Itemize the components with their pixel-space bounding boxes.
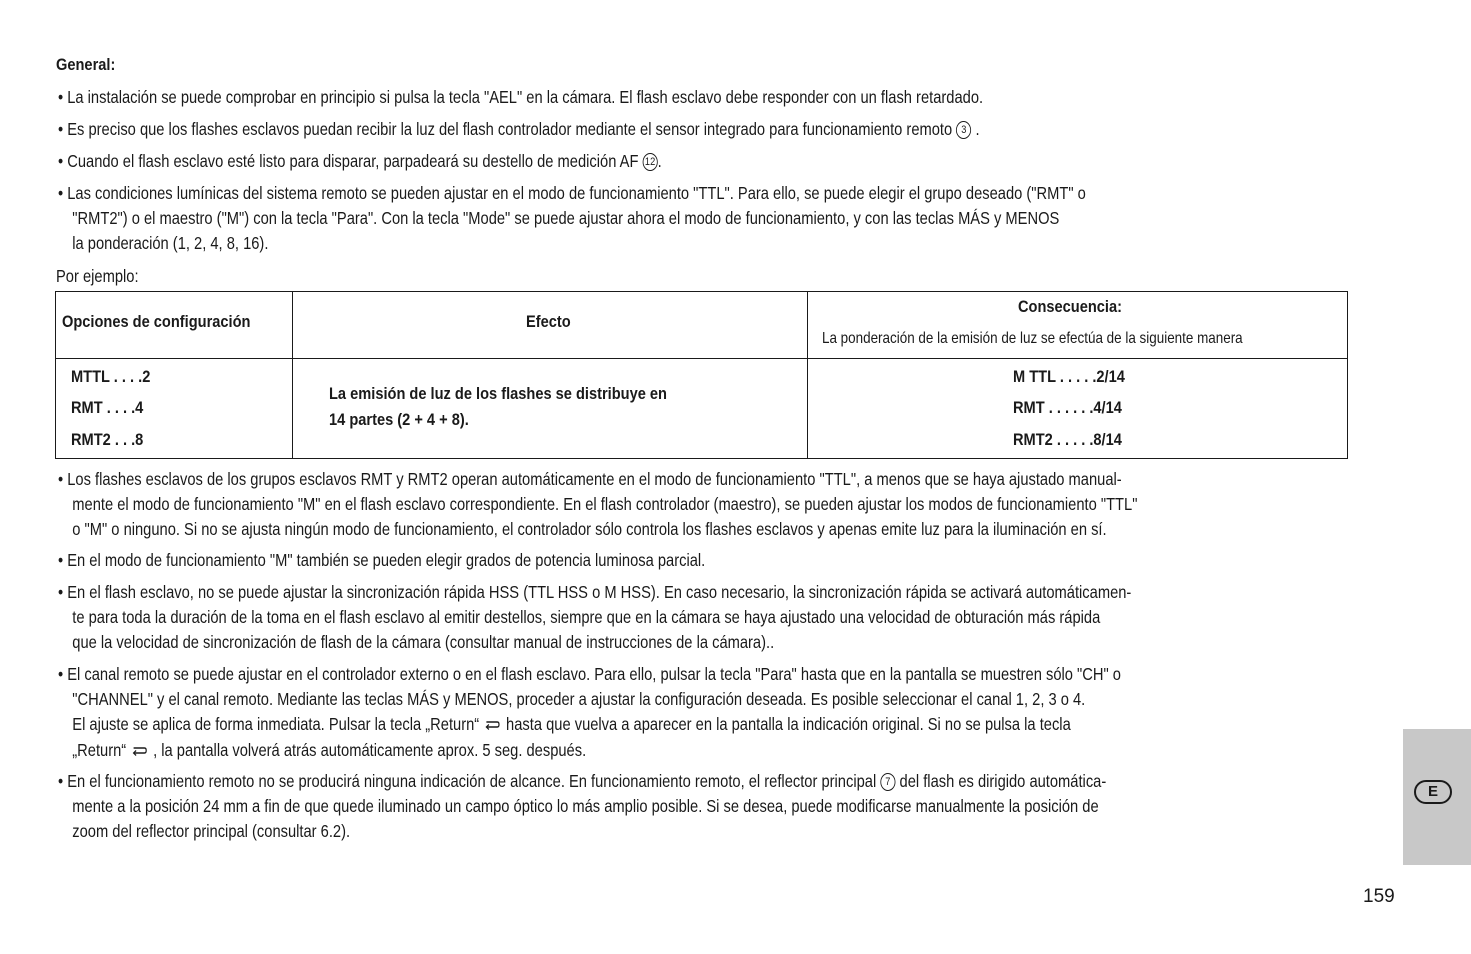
bullet-line: • En el flash esclavo, no se puede ajustar la sincronización rápida HSS (TTL HSS o M HSS). En caso necesario, la sincronización rápida se activará automáticamen- <box>58 582 1132 602</box>
bullet-text: El ajuste se aplica de forma inmediata. Pulsar la tecla „Return“ <box>72 714 480 734</box>
table-consequence-row: RMT . . . . . .4/14 <box>1013 398 1122 417</box>
table-header-consequence: Consecuencia: <box>1018 297 1123 316</box>
return-key-icon <box>484 713 501 738</box>
bullet-line: o "M" o ninguno. Si no se ajusta ningún modo de funcionamiento, el controlador sólo controla los flashes esclavos y apenas emite luz para la iluminación en sí. <box>72 519 1107 539</box>
ref-number-3: 3 <box>956 121 971 139</box>
table-divider <box>56 358 1347 359</box>
bullet-text: • En el funcionamiento remoto no se producirá ninguna indicación de alcance. En funcionamiento remoto, el reflector principal <box>58 771 877 791</box>
table-option-row: MTTL . . . .2 <box>71 367 151 386</box>
bullet-remote-sensor <box>58 117 980 142</box>
ref-number-7: 7 <box>880 773 895 791</box>
table-consequence-row: M TTL . . . . .2/14 <box>1013 367 1125 386</box>
bullet-line: mente el modo de funcionamiento "M" en el flash esclavo correspondiente. En el flash controlador (maestro), se pueden ajustar los modos de funcionamiento "TTL" <box>72 494 1138 514</box>
bullet-af-blink <box>58 149 662 174</box>
table-consequence-row: RMT2 . . . . .8/14 <box>1013 430 1122 449</box>
config-table <box>55 291 1348 459</box>
bullet-line: te para toda la duración de la toma en el flash esclavo al emitir destellos, siempre que en la cámara se haya ajustado una velocidad de obturación más rápida <box>72 607 1101 627</box>
section-heading: General: <box>56 55 116 74</box>
bullet-text: del flash es dirigido automática- <box>899 771 1107 791</box>
bullet-line: • En el modo de funcionamiento "M" también se pueden elegir grados de potencia luminosa parcial. <box>58 550 706 570</box>
bullet-line: • La instalación se puede comprobar en principio si pulsa la tecla "AEL" en la cámara. El flash esclavo debe responder con un flash retardado. <box>58 87 984 107</box>
bullet-line: que la velocidad de sincronización de flash de la cámara (consultar manual de instrucciones de la cámara).. <box>72 632 775 652</box>
bullet-line: • El canal remoto se puede ajustar en el controlador externo o en el flash esclavo. Para ello, pulsar la tecla "Para" hasta que en la pantalla se muestren sólo "CH" o <box>58 664 1121 684</box>
bullet-text: „Return“ <box>72 739 127 760</box>
bullet-text: • Es preciso que los flashes esclavos puedan recibir la luz del flash controlador mediante el sensor integrado para funcionamiento remoto <box>58 119 953 139</box>
table-option-row: RMT2 . . .8 <box>71 430 144 449</box>
bullet-line: "CHANNEL" y el canal remoto. Mediante las teclas MÁS y MENOS, proceder a ajustar la configuración deseada. Es posible seleccionar el canal 1, 2, 3 o 4. <box>72 689 1086 709</box>
ref-number-12: 12 <box>643 153 658 171</box>
bullet-line <box>58 117 980 142</box>
table-header-effect: Efecto <box>526 312 571 331</box>
bullet-line <box>58 712 1121 738</box>
bullet-line <box>58 149 662 174</box>
bullet-range-display <box>58 769 1106 844</box>
table-effect-line: La emisión de luz de los flashes se distribuye en <box>329 384 667 403</box>
bullet-remote-channel <box>58 662 1121 764</box>
bullet-text: , la pantalla volverá atrás automáticamente aprox. 5 seg. después. <box>153 739 587 760</box>
return-key-icon <box>131 739 148 764</box>
table-option-row: RMT . . . .4 <box>71 398 144 417</box>
table-effect-line: 14 partes (2 + 4 + 8). <box>329 410 469 429</box>
bullet-line <box>58 738 1121 764</box>
bullet-line: • Las condiciones lumínicas del sistema remoto se pueden ajustar en el modo de funcionamiento "TTL". Para ello, se puede elegir el grupo deseado ("RMT" o <box>58 183 1086 203</box>
table-divider <box>292 292 293 458</box>
page-number: 159 <box>1363 886 1395 907</box>
bullet-text: hasta que vuelva a aparecer en la pantalla la indicación original. Si no se pulsa la tecla <box>506 714 1071 734</box>
bullet-slave-groups <box>58 467 1137 542</box>
language-badge: E <box>1414 780 1452 804</box>
bullet-text-end: . <box>657 151 662 171</box>
bullet-line: "RMT2") o el maestro ("M") con la tecla "Para". Con la tecla "Mode" se puede ajustar ahora el modo de funcionamiento, y con las teclas MÁS y MENOS <box>72 208 1060 228</box>
bullet-partial-power <box>58 548 705 573</box>
bullet-line: mente a la posición 24 mm a fin de que quede iluminado un campo óptico lo más amplio posible. Si se desea, puede modificarse manualmente la posición de <box>72 796 1099 816</box>
bullet-hss <box>58 580 1131 655</box>
language-tab <box>1403 729 1471 865</box>
bullet-ael-test <box>58 85 983 110</box>
bullet-text-end: . <box>971 119 980 139</box>
bullet-line: la ponderación (1, 2, 4, 8, 16). <box>72 233 269 253</box>
bullet-line: zoom del reflector principal (consultar 6.2). <box>72 821 351 841</box>
table-subheader-consequence: La ponderación de la emisión de luz se efectúa de la siguiente manera <box>822 330 1243 347</box>
example-label: Por ejemplo: <box>56 266 139 286</box>
table-header-options: Opciones de configuración <box>62 312 251 331</box>
table-divider <box>807 292 808 458</box>
bullet-light-conditions <box>58 181 1086 256</box>
bullet-line <box>58 769 1106 794</box>
bullet-text: • Cuando el flash esclavo esté listo para disparar, parpadeará su destello de medición AF <box>58 151 639 171</box>
bullet-line: • Los flashes esclavos de los grupos esclavos RMT y RMT2 operan automáticamente en el modo de funcionamiento "TTL", a menos que se haya ajustado manual- <box>58 469 1122 489</box>
